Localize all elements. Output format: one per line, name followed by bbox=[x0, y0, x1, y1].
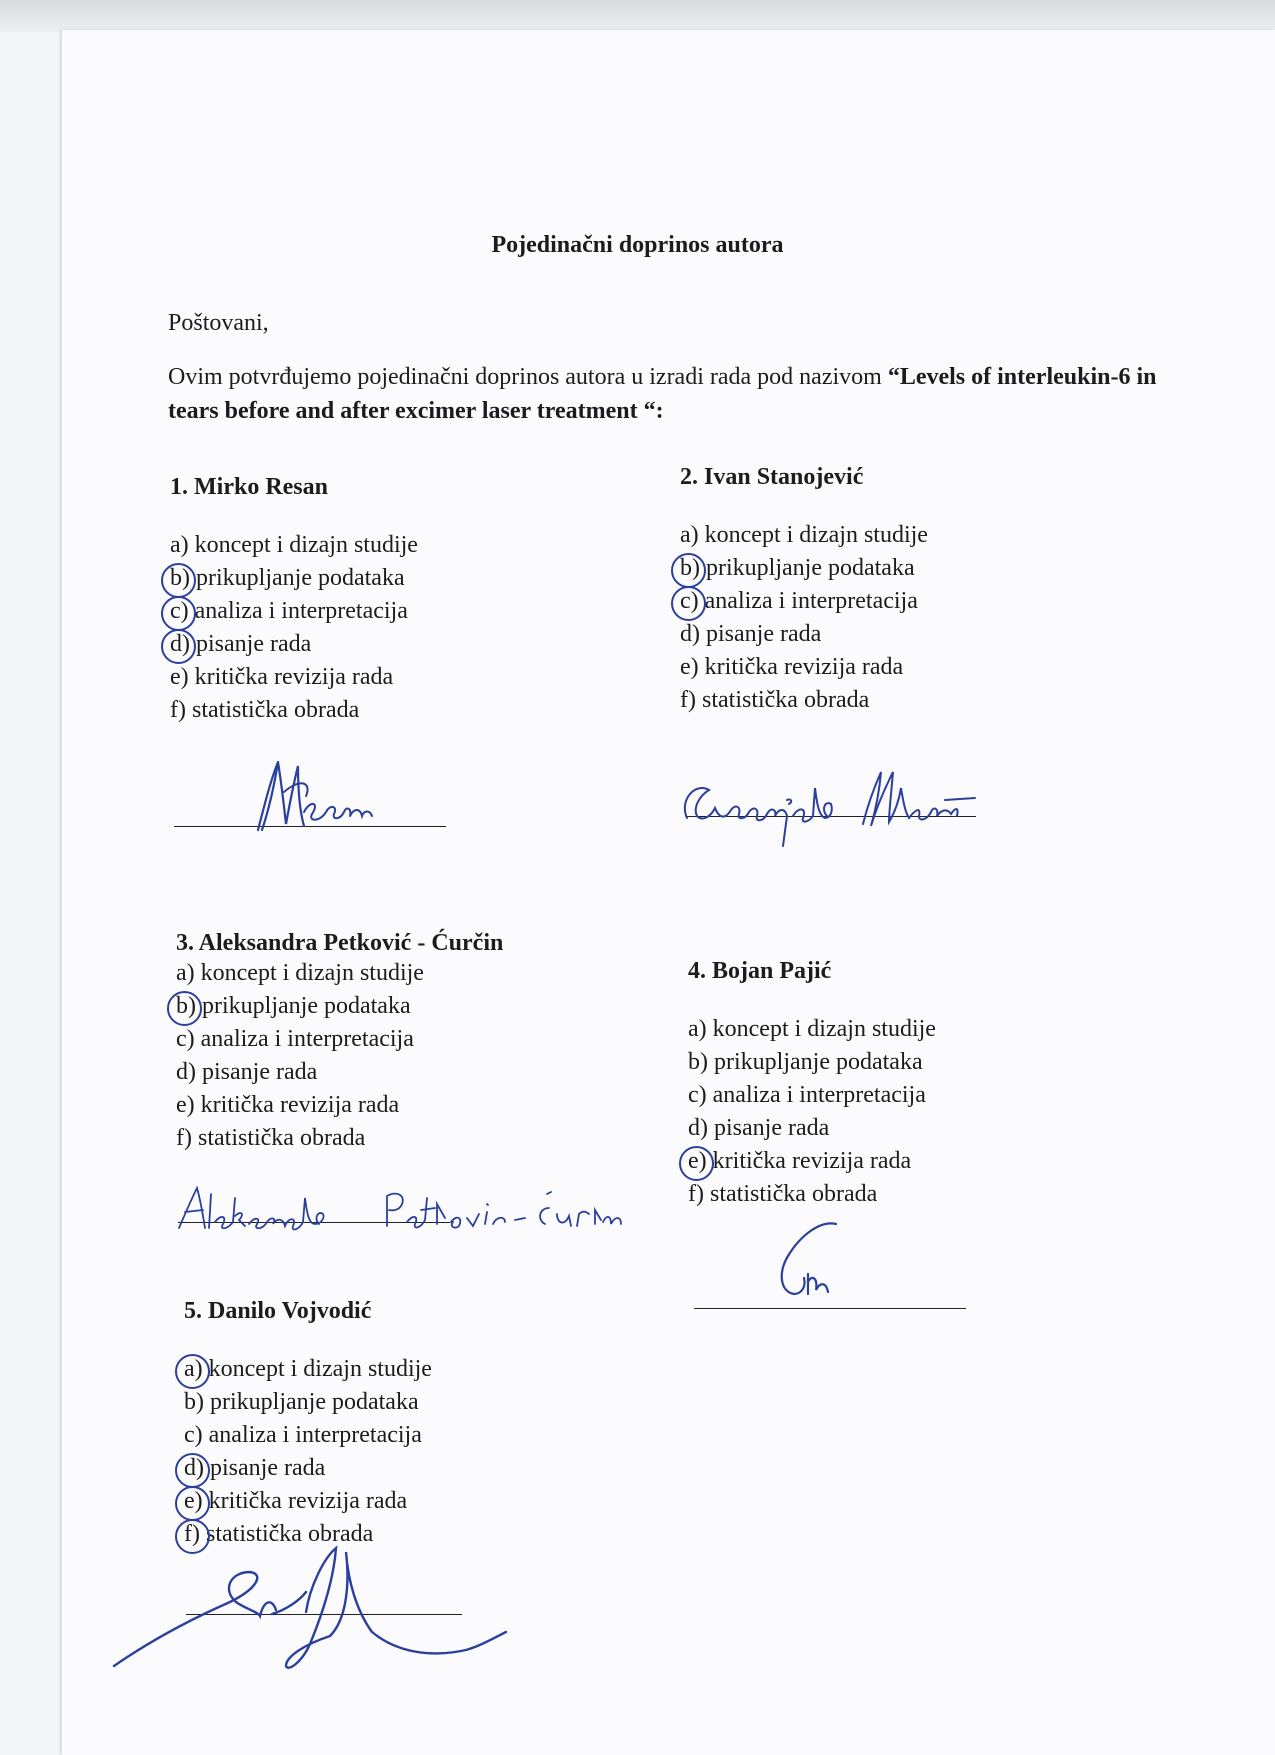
contribution-option bbox=[170, 529, 418, 562]
signature-2 bbox=[675, 760, 1035, 850]
scan-top-shadow bbox=[0, 0, 1275, 32]
option-text: analiza i interpretacija bbox=[712, 1082, 926, 1108]
option-letter: f) bbox=[184, 1521, 200, 1547]
option-letter: d) bbox=[680, 621, 700, 647]
option-letter: b) bbox=[170, 565, 190, 591]
contribution-option bbox=[176, 957, 503, 990]
contribution-option bbox=[176, 1122, 503, 1155]
contribution-option bbox=[680, 618, 928, 651]
option-text: analiza i interpretacija bbox=[208, 1422, 422, 1448]
intro-paragraph bbox=[168, 360, 1168, 428]
option-text: koncept i dizajn studije bbox=[208, 1356, 432, 1382]
contribution-option bbox=[184, 1485, 432, 1518]
option-letter: f) bbox=[170, 697, 186, 723]
option-letter: f) bbox=[680, 687, 696, 713]
option-text: pisanje rada bbox=[196, 631, 312, 657]
option-letter: e) bbox=[184, 1488, 203, 1514]
document-title: Pojedinačni doprinos autora bbox=[491, 232, 784, 258]
selection-circle-mark bbox=[175, 1354, 210, 1389]
option-text: koncept i dizajn studije bbox=[200, 960, 424, 986]
selection-circle-mark bbox=[175, 1453, 210, 1488]
option-text: analiza i interpretacija bbox=[194, 598, 408, 624]
contribution-option bbox=[176, 1089, 503, 1122]
selection-circle-mark bbox=[671, 553, 706, 588]
option-text: statistička obrada bbox=[197, 1125, 366, 1151]
option-letter: b) bbox=[184, 1389, 204, 1415]
author-heading: 2. Ivan Stanojević bbox=[680, 464, 864, 490]
contribution-option bbox=[170, 628, 418, 661]
option-text: kritička revizija rada bbox=[712, 1148, 912, 1174]
option-text: koncept i dizajn studije bbox=[194, 532, 418, 558]
signature-1 bbox=[240, 752, 390, 832]
option-letter: a) bbox=[170, 532, 189, 558]
contribution-option bbox=[680, 552, 928, 585]
option-text: statistička obrada bbox=[701, 687, 870, 713]
signature-line-4 bbox=[694, 1308, 966, 1309]
option-letter: a) bbox=[184, 1356, 203, 1382]
contribution-option bbox=[688, 1178, 936, 1211]
contribution-options bbox=[680, 519, 928, 717]
author-heading: 3. Aleksandra Petković - Ćurčin bbox=[176, 930, 504, 956]
selection-circle-mark bbox=[161, 629, 196, 664]
option-text: prikupljanje podataka bbox=[706, 555, 915, 581]
option-letter: d) bbox=[688, 1115, 708, 1141]
contribution-option bbox=[688, 1013, 936, 1046]
option-text: kritička revizija rada bbox=[194, 664, 394, 690]
contribution-option bbox=[688, 1145, 936, 1178]
option-letter: c) bbox=[184, 1422, 203, 1448]
option-letter: c) bbox=[680, 588, 699, 614]
contribution-option bbox=[688, 1112, 936, 1145]
option-letter: d) bbox=[176, 1059, 196, 1085]
selection-circle-mark bbox=[679, 1146, 714, 1181]
option-text: prikupljanje podataka bbox=[196, 565, 405, 591]
option-letter: e) bbox=[176, 1092, 195, 1118]
option-letter: e) bbox=[680, 654, 699, 680]
option-text: prikupljanje podataka bbox=[202, 993, 411, 1019]
selection-circle-mark bbox=[175, 1486, 210, 1521]
contribution-option bbox=[688, 1079, 936, 1112]
option-text: koncept i dizajn studije bbox=[712, 1016, 936, 1042]
option-letter: d) bbox=[184, 1455, 204, 1481]
author-block-1 bbox=[170, 474, 418, 727]
option-text: prikupljanje podataka bbox=[714, 1049, 923, 1075]
option-letter: f) bbox=[176, 1125, 192, 1151]
author-heading: 4. Bojan Pajić bbox=[688, 958, 832, 984]
author-block-4 bbox=[688, 958, 936, 1211]
contribution-option bbox=[170, 562, 418, 595]
option-text: pisanje rada bbox=[714, 1115, 830, 1141]
option-text: statistička obrada bbox=[205, 1521, 374, 1547]
author-block-3 bbox=[176, 930, 503, 1155]
option-text: pisanje rada bbox=[706, 621, 822, 647]
contribution-options bbox=[688, 1013, 936, 1211]
contribution-option bbox=[170, 661, 418, 694]
selection-circle-mark bbox=[161, 563, 196, 598]
contribution-option bbox=[170, 595, 418, 628]
contribution-options bbox=[184, 1353, 432, 1551]
option-text: prikupljanje podataka bbox=[210, 1389, 419, 1415]
selection-circle-mark bbox=[671, 586, 706, 621]
option-letter: e) bbox=[170, 664, 189, 690]
author-heading: 5. Danilo Vojvodić bbox=[184, 1298, 372, 1324]
paper-title: “Levels of interleukin-6 in tears before and after excimer laser treatment “: bbox=[168, 364, 1157, 424]
author-heading: 1. Mirko Resan bbox=[170, 474, 328, 500]
option-letter: d) bbox=[170, 631, 190, 657]
option-letter: c) bbox=[176, 1026, 195, 1052]
salutation: Poštovani, bbox=[168, 310, 269, 336]
contribution-option bbox=[680, 684, 928, 717]
option-text: statistička obrada bbox=[709, 1181, 878, 1207]
option-letter: b) bbox=[176, 993, 196, 1019]
option-letter: f) bbox=[688, 1181, 704, 1207]
contribution-option bbox=[176, 1023, 503, 1056]
signature-4 bbox=[750, 1216, 860, 1306]
selection-circle-mark bbox=[161, 596, 196, 631]
selection-circle-mark bbox=[167, 991, 202, 1026]
option-letter: b) bbox=[688, 1049, 708, 1075]
option-letter: e) bbox=[688, 1148, 707, 1174]
contribution-option bbox=[184, 1452, 432, 1485]
option-text: kritička revizija rada bbox=[208, 1488, 408, 1514]
option-letter: c) bbox=[170, 598, 189, 624]
option-letter: a) bbox=[176, 960, 195, 986]
option-text: pisanje rada bbox=[202, 1059, 318, 1085]
author-block-5 bbox=[184, 1298, 432, 1551]
contribution-options bbox=[176, 957, 503, 1155]
contribution-option bbox=[688, 1046, 936, 1079]
option-text: statistička obrada bbox=[191, 697, 360, 723]
contribution-option bbox=[184, 1386, 432, 1419]
contribution-option bbox=[184, 1419, 432, 1452]
option-text: analiza i interpretacija bbox=[200, 1026, 414, 1052]
option-letter: a) bbox=[680, 522, 699, 548]
contribution-option bbox=[176, 990, 503, 1023]
option-letter: c) bbox=[688, 1082, 707, 1108]
option-letter: b) bbox=[680, 555, 700, 581]
contribution-option bbox=[680, 651, 928, 684]
option-text: koncept i dizajn studije bbox=[704, 522, 928, 548]
option-text: pisanje rada bbox=[210, 1455, 326, 1481]
contribution-option bbox=[176, 1056, 503, 1089]
intro-text: Ovim potvrđujemo pojedinačni doprinos autora u izradi rada pod nazivom bbox=[168, 364, 888, 390]
contribution-option bbox=[680, 585, 928, 618]
option-text: kritička revizija rada bbox=[704, 654, 904, 680]
contribution-options bbox=[170, 529, 418, 727]
option-text: kritička revizija rada bbox=[200, 1092, 400, 1118]
contribution-option bbox=[184, 1353, 432, 1386]
signature-3 bbox=[175, 1180, 635, 1240]
contribution-option bbox=[680, 519, 928, 552]
signature-5 bbox=[110, 1540, 510, 1680]
option-letter: a) bbox=[688, 1016, 707, 1042]
contribution-option bbox=[170, 694, 418, 727]
author-block-2 bbox=[680, 464, 928, 717]
option-text: analiza i interpretacija bbox=[704, 588, 918, 614]
